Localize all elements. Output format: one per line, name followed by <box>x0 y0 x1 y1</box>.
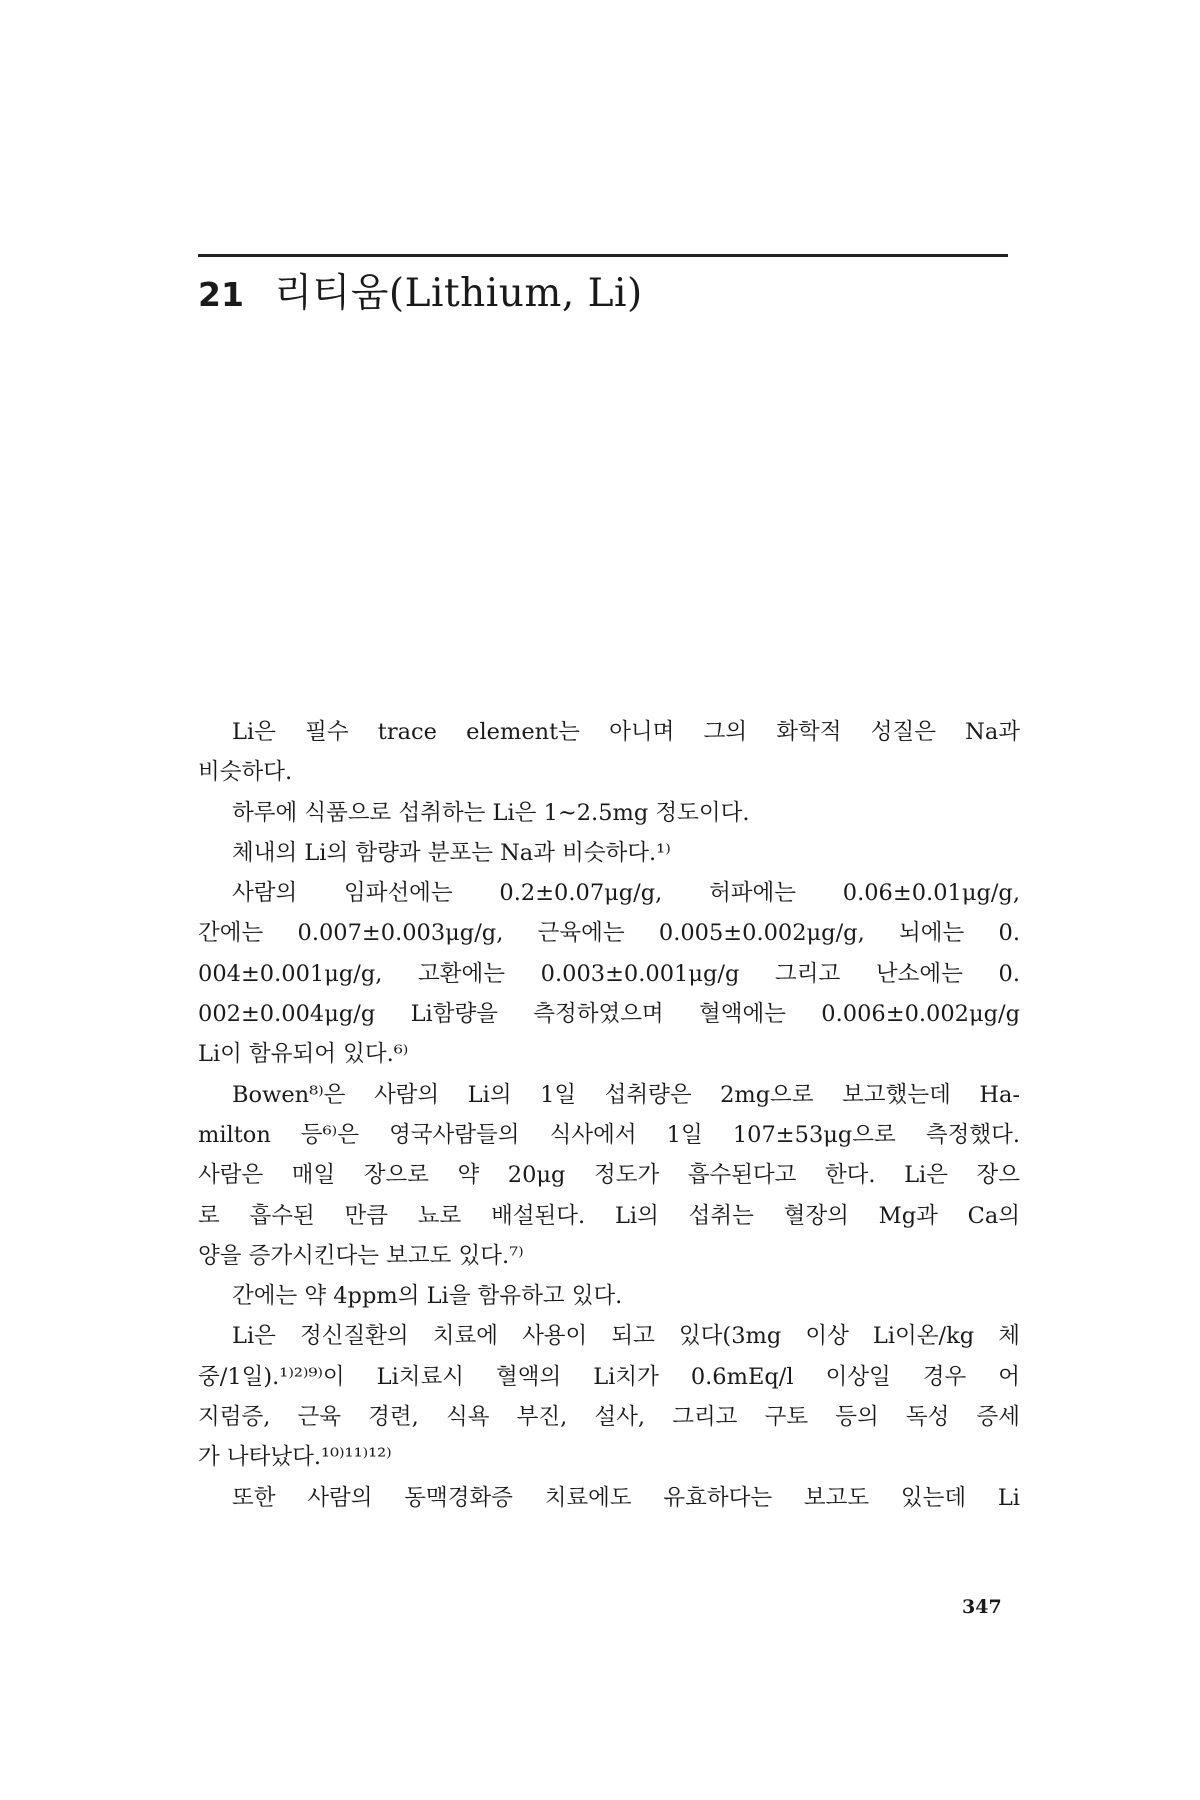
paragraph-line: 또한 사람의 동맥경화증 치료에도 유효하다는 보고도 있는데 Li <box>232 1484 1020 1511</box>
paragraph-line: 간에는 0.007±0.003μg/g, 근육에는 0.005±0.002μg/g, 뇌에는 0. <box>198 920 1020 947</box>
paragraph-line: 중/1일).¹⁾²⁾⁹⁾이 Li치료시 혈액의 Li치가 0.6mEq/l 이상일 경우 어 <box>198 1363 1020 1390</box>
chapter-title: 리티움(Lithium, Li) <box>274 271 643 316</box>
paragraph-line: Li이 함유되어 있다.⁶⁾ <box>198 1041 409 1068</box>
paragraph-line: 사람은 매일 장으로 약 20μg 정도가 흡수된다고 한다. Li은 장으 <box>198 1162 1020 1189</box>
paragraph-line: Li은 정신질환의 치료에 사용이 되고 있다(3mg 이상 Li이온/kg 체 <box>232 1323 1020 1350</box>
paragraph-line: 비슷하다. <box>198 759 293 786</box>
chapter-number: 21 <box>198 275 244 314</box>
paragraph-line: 사람의 임파선에는 0.2±0.07μg/g, 허파에는 0.06±0.01μg/g, <box>232 880 1020 907</box>
paragraph-line: 간에는 약 4ppm의 Li을 함유하고 있다. <box>232 1283 623 1310</box>
paragraph-line: 지럼증, 근육 경련, 식욕 부진, 설사, 그리고 구토 등의 독성 증세 <box>198 1404 1020 1431</box>
paragraph-line: Bowen⁸⁾은 사람의 Li의 1일 섭취량은 2mg으로 보고했는데 Ha- <box>232 1081 1020 1108</box>
paragraph-line: 002±0.004μg/g Li함량을 측정하였으며 혈액에는 0.006±0.002μg/g <box>198 1001 1020 1028</box>
paragraph-line: milton 등⁶⁾은 영국사람들의 식사에서 1일 107±53μg으로 측정했다. <box>198 1121 1020 1148</box>
paragraph-line: Li은 필수 trace element는 아니며 그의 화학적 성질은 Na과 <box>232 719 1020 745</box>
paragraph-line: 로 흡수된 만큼 뇨로 배설된다. Li의 섭취는 혈장의 Mg과 Ca의 <box>198 1202 1020 1229</box>
paragraph-line: 하루에 식품으로 섭취하는 Li은 1~2.5mg 정도이다. <box>232 799 750 826</box>
chapter-top-rule <box>198 254 1008 257</box>
paragraph-line: 004±0.001μg/g, 고환에는 0.003±0.001μg/g 그리고 난소에는 0. <box>198 960 1020 987</box>
page-number: 347 <box>962 1596 1002 1618</box>
chapter-heading <box>198 268 643 321</box>
paragraph-line: 양을 증가시킨다는 보고도 있다.⁷⁾ <box>198 1242 524 1269</box>
body-text <box>198 712 1020 1518</box>
paragraph-line: 가 나타났다.¹⁰⁾¹¹⁾¹²⁾ <box>198 1444 392 1471</box>
paragraph-line: 체내의 Li의 함량과 분포는 Na과 비슷하다.¹⁾ <box>232 839 671 866</box>
